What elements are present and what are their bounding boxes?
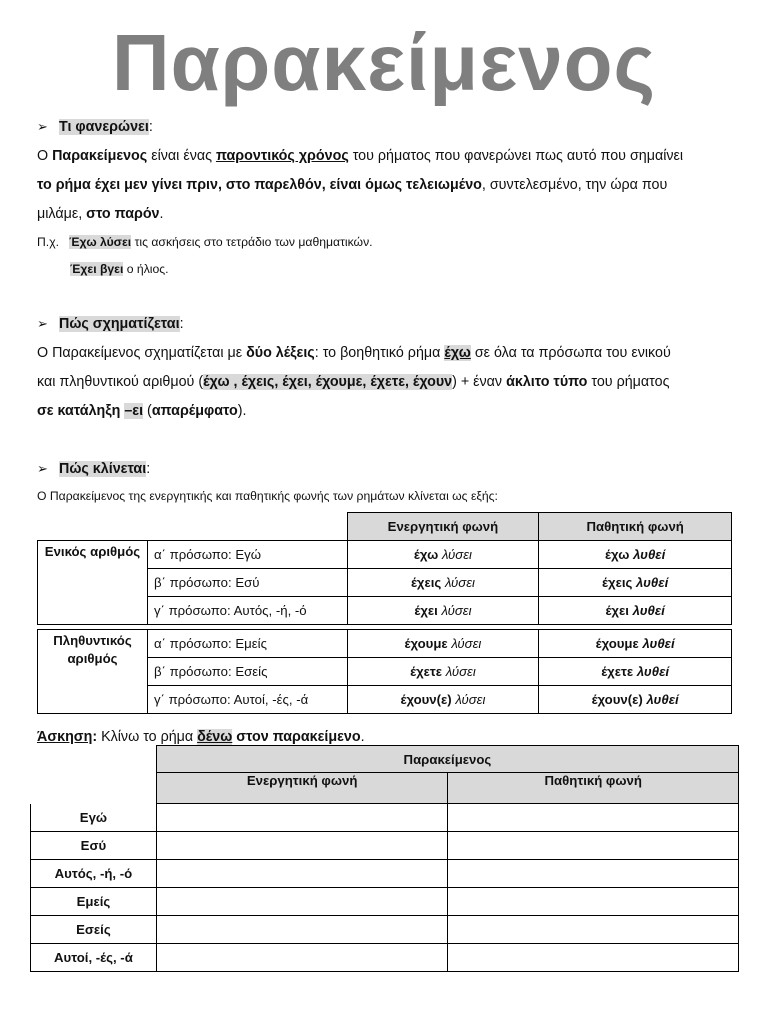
table-row: γ΄ πρόσωπο: Αυτοί, -ές, -ά έχουν(ε) λύσει έχουν(ε) λυθεί <box>38 686 732 714</box>
s2-line-1: Ο Παρακείμενος σχηματίζεται με δύο λέξεις: το βοηθητικό ρήμα έχω σε όλα τα πρόσωπα του ενικού <box>37 345 671 361</box>
table-row: Αυτός, -ή, -ό <box>31 860 739 888</box>
answer-cell[interactable] <box>448 832 739 860</box>
exercise-table-title: Παρακείμενος <box>156 746 738 773</box>
s1-example-1: Π.χ. Έχω λύσει τις ασκήσεις στο τετράδιο των μαθηματικών. <box>37 235 373 249</box>
page-title: Παρακείμενος <box>111 18 657 107</box>
section-formation-heading: ➢ Πώς σχηματίζεται: <box>37 316 184 332</box>
answer-cell[interactable] <box>156 916 448 944</box>
arrow-bullet-icon: ➢ <box>37 119 48 134</box>
answer-cell[interactable] <box>448 916 739 944</box>
s1-line-3: μιλάμε, στο παρόν. <box>37 206 164 222</box>
answer-cell[interactable] <box>448 860 739 888</box>
answer-cell[interactable] <box>448 888 739 916</box>
table-row: Εσύ <box>31 832 739 860</box>
table-row: γ΄ πρόσωπο: Αυτός, -ή, -ό έχει λύσει έχει λυθεί <box>38 597 732 625</box>
exercise-instruction: Άσκηση: Κλίνω το ρήμα δένω στον παρακείμενο. <box>37 729 365 745</box>
answer-cell[interactable] <box>156 888 448 916</box>
table-row: β΄ πρόσωπο: Εσείς έχετε λύσει έχετε λυθεί <box>38 658 732 686</box>
exercise-table <box>30 745 739 972</box>
table-row: Πληθυντικός αριθμός α΄ πρόσωπο: Εμείς έχουμε λύσει έχουμε λυθεί <box>38 630 732 658</box>
conjugation-table <box>37 512 732 714</box>
section-what-it-means-heading: ➢ Τι φανερώνει: <box>37 119 153 135</box>
answer-cell[interactable] <box>156 860 448 888</box>
table-row: β΄ πρόσωπο: Εσύ έχεις λύσει έχεις λυθεί <box>38 569 732 597</box>
col-passive-header: Παθητική φωνή <box>539 513 732 541</box>
answer-cell[interactable] <box>156 944 448 972</box>
table-row: Αυτοί, -ές, -ά <box>31 944 739 972</box>
exercise-col-passive: Παθητική φωνή <box>448 773 739 804</box>
answer-cell[interactable] <box>448 944 739 972</box>
section-conjugation-heading: ➢ Πώς κλίνεται: <box>37 461 151 477</box>
s2-line-2: και πληθυντικού αριθμού (έχω , έχεις, έχει, έχουμε, έχετε, έχουν) + έναν άκλιτο τύπο του ρήματος <box>37 374 670 390</box>
arrow-bullet-icon: ➢ <box>37 461 48 476</box>
s3-intro: Ο Παρακείμενος της ενεργητικής και παθητικής φωνής των ρημάτων κλίνεται ως εξής: <box>37 489 498 503</box>
s1-line-2: το ρήμα έχει μεν γίνει πριν, στο παρελθόν, είναι όμως τελειωμένο, συντελεσμένο, την ώρα που <box>37 177 668 193</box>
table-row: Εμείς <box>31 888 739 916</box>
s1-example-2: Έχει βγει ο ήλιος. <box>70 262 169 276</box>
s2-line-3: σε κατάληξη –ει (απαρέμφατο). <box>37 403 247 419</box>
plural-label: Πληθυντικός αριθμός <box>38 630 148 714</box>
exercise-col-active: Ενεργητική φωνή <box>156 773 448 804</box>
singular-label: Ενικός αριθμός <box>38 541 148 625</box>
table-row: Εγώ <box>31 804 739 832</box>
col-active-header: Ενεργητική φωνή <box>347 513 539 541</box>
answer-cell[interactable] <box>448 804 739 832</box>
table-row: Εσείς <box>31 916 739 944</box>
s1-line-1: Ο Παρακείμενος είναι ένας παροντικός χρόνος του ρήματος που φανερώνει πως αυτό που σημαίνει <box>37 148 684 164</box>
answer-cell[interactable] <box>156 804 448 832</box>
table-row: Ενικός αριθμός α΄ πρόσωπο: Εγώ έχω λύσει έχω λυθεί <box>38 541 732 569</box>
arrow-bullet-icon: ➢ <box>37 316 48 331</box>
answer-cell[interactable] <box>156 832 448 860</box>
